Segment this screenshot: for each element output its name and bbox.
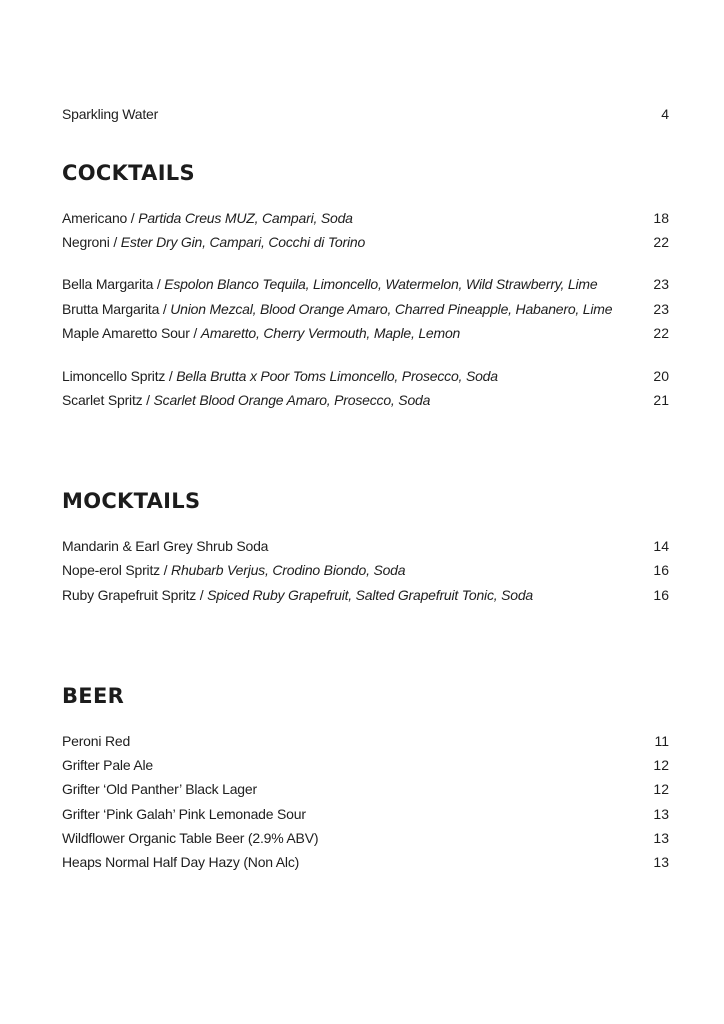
menu-item-americano <box>62 210 669 230</box>
item-price: 16 <box>653 562 669 578</box>
item-label <box>62 392 430 408</box>
item-price: 12 <box>653 757 669 773</box>
item-label <box>62 301 612 317</box>
menu-item-bella-margarita <box>62 276 669 296</box>
item-ingredients: Scarlet Blood Orange Amaro, Prosecco, Soda <box>153 392 431 408</box>
item-name: Heaps Normal Half Day Hazy (Non Alc) <box>62 854 300 870</box>
item-name: Peroni Red <box>62 733 131 749</box>
item-label <box>62 806 306 822</box>
item-ingredients: Amaretto, Cherry Vermouth, Maple, Lemon <box>200 325 461 341</box>
item-price: 14 <box>653 538 669 554</box>
item-ingredients: Espolon Blanco Tequila, Limoncello, Watermelon, Wild Strawberry, Lime <box>164 276 598 292</box>
item-label <box>62 276 597 292</box>
menu-item-brutta-margarita <box>62 301 669 321</box>
item-name: Grifter ‘Old Panther’ Black Lager <box>62 781 257 797</box>
item-name: Sparkling Water <box>62 106 159 122</box>
item-price: 23 <box>653 276 669 292</box>
item-ingredients: Ester Dry Gin, Campari, Cocchi di Torino <box>120 234 366 250</box>
item-name: Nope-erol Spritz / <box>62 562 172 578</box>
item-label <box>62 587 533 603</box>
item-price: 18 <box>653 210 669 226</box>
item-name: Wildflower Organic Table Beer (2.9% ABV) <box>62 830 319 846</box>
item-label <box>62 757 153 773</box>
item-name: Negroni / <box>62 234 121 250</box>
item-price: 13 <box>653 830 669 846</box>
item-label <box>62 562 405 578</box>
item-price: 13 <box>653 806 669 822</box>
item-ingredients: Union Mezcal, Blood Orange Amaro, Charred Pineapple, Habanero, Lime <box>170 301 613 317</box>
item-price: 4 <box>661 106 669 122</box>
menu-item-peroni-red <box>62 733 669 753</box>
menu-item-heaps-normal-half-day <box>62 854 669 874</box>
item-label <box>62 325 460 341</box>
item-ingredients: Bella Brutta x Poor Toms Limoncello, Prosecco, Soda <box>176 368 498 384</box>
item-ingredients: Partida Creus MUZ, Campari, Soda <box>138 210 353 226</box>
menu-item-nope-erol-spritz <box>62 562 669 582</box>
item-name: Brutta Margarita / <box>62 301 171 317</box>
item-price: 22 <box>653 234 669 250</box>
item-ingredients: Spiced Ruby Grapefruit, Salted Grapefruit Tonic, Soda <box>207 587 534 603</box>
item-label <box>62 234 365 250</box>
menu-item-scarlet-spritz <box>62 392 669 412</box>
item-label <box>62 854 299 870</box>
item-label <box>62 733 130 749</box>
item-name: Grifter Pale Ale <box>62 757 153 773</box>
section-heading-cocktails: COCKTAILS <box>62 161 195 185</box>
section-heading-mocktails: MOCKTAILS <box>62 489 201 513</box>
item-label <box>62 781 257 797</box>
item-name: Mandarin & Earl Grey Shrub Soda <box>62 538 269 554</box>
item-price: 20 <box>653 368 669 384</box>
menu-item-ruby-grapefruit-spritz <box>62 587 669 607</box>
item-label <box>62 368 498 384</box>
item-price: 16 <box>653 587 669 603</box>
menu-item-wildflower-table-beer <box>62 830 669 850</box>
item-name: Grifter ‘Pink Galah’ Pink Lemonade Sour <box>62 806 306 822</box>
item-name: Scarlet Spritz / <box>62 392 154 408</box>
section-heading-beer: BEER <box>62 684 125 708</box>
item-ingredients: Rhubarb Verjus, Crodino Biondo, Soda <box>171 562 406 578</box>
item-label <box>62 830 318 846</box>
item-name: Limoncello Spritz / <box>62 368 177 384</box>
item-label <box>62 106 158 122</box>
menu-item-negroni <box>62 234 669 254</box>
item-name: Maple Amaretto Sour / <box>62 325 201 341</box>
item-price: 11 <box>654 733 669 749</box>
item-price: 13 <box>653 854 669 870</box>
item-price: 12 <box>653 781 669 797</box>
item-name: Ruby Grapefruit Spritz / <box>62 587 208 603</box>
menu-item-limoncello-spritz <box>62 368 669 388</box>
item-name: Bella Margarita / <box>62 276 165 292</box>
menu-item-maple-amaretto-sour <box>62 325 669 345</box>
menu-item-sparkling-water <box>62 106 669 126</box>
menu-item-mandarin-earl-grey <box>62 538 669 558</box>
item-name: Americano / <box>62 210 139 226</box>
menu-item-grifter-old-panther <box>62 781 669 801</box>
item-price: 22 <box>653 325 669 341</box>
menu-item-grifter-pink-galah <box>62 806 669 826</box>
item-price: 23 <box>653 301 669 317</box>
item-label <box>62 210 353 226</box>
menu-item-grifter-pale-ale <box>62 757 669 777</box>
item-price: 21 <box>653 392 669 408</box>
item-label <box>62 538 268 554</box>
